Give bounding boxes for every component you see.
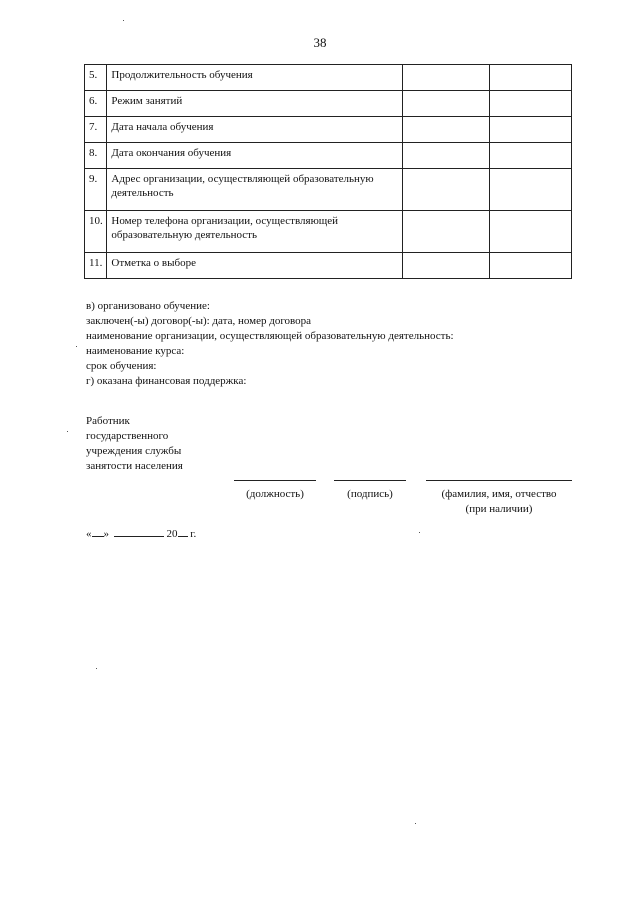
- date-line: [86, 526, 196, 540]
- row-number: 8.: [85, 143, 107, 169]
- training-organized-line: в) организовано обучение:: [86, 300, 210, 312]
- year-prefix: 20: [166, 528, 178, 540]
- organization-name-line: наименование организации, осуществляющей образовательную деятельность:: [86, 330, 454, 342]
- signature-caption: (подпись): [347, 488, 393, 500]
- position-line[interactable]: [234, 480, 316, 481]
- row-number: 9.: [85, 169, 107, 211]
- worker-label: учреждения службы: [86, 445, 182, 457]
- close-quote: »: [103, 528, 109, 540]
- training-section: [86, 299, 454, 389]
- value-cell[interactable]: [403, 117, 490, 143]
- fio-caption-line: (при наличии): [465, 503, 533, 515]
- table-row: [85, 143, 572, 169]
- value-cell[interactable]: [489, 169, 571, 211]
- value-cell[interactable]: [489, 65, 571, 91]
- value-cell[interactable]: [403, 169, 490, 211]
- position-caption: (должность): [246, 488, 304, 500]
- row-number: 11.: [85, 253, 107, 279]
- row-label: Номер телефона организации, осуществляющей образовательную деятельность: [107, 211, 403, 253]
- row-number: 5.: [85, 65, 107, 91]
- scan-speck: [415, 823, 416, 824]
- row-label: Отметка о выборе: [107, 253, 403, 279]
- table-row: [85, 65, 572, 91]
- value-cell[interactable]: [403, 91, 490, 117]
- value-cell[interactable]: [403, 143, 490, 169]
- financial-support-line: г) оказана финансовая поддержка:: [86, 375, 247, 387]
- value-cell[interactable]: [489, 143, 571, 169]
- worker-label: государственного: [86, 430, 169, 442]
- scan-speck: [96, 668, 97, 669]
- form-table: [84, 64, 572, 279]
- row-label: Продолжительность обучения: [107, 65, 403, 91]
- fio-caption: [424, 487, 574, 517]
- scan-speck: [76, 346, 77, 347]
- contract-line: заключен(-ы) договор(-ы): дата, номер договора: [86, 315, 312, 327]
- table-row: [85, 117, 572, 143]
- row-number: 7.: [85, 117, 107, 143]
- year-blank[interactable]: [178, 526, 188, 537]
- value-cell[interactable]: [403, 65, 490, 91]
- day-blank[interactable]: [92, 526, 104, 537]
- worker-block: [86, 414, 183, 474]
- signature-line[interactable]: [334, 480, 406, 481]
- course-name-line: наименование курса:: [86, 345, 185, 357]
- row-label: Адрес организации, осуществляющей образовательную деятельность: [107, 169, 403, 211]
- training-period-line: срок обучения:: [86, 360, 157, 372]
- value-cell[interactable]: [489, 117, 571, 143]
- month-blank[interactable]: [114, 526, 164, 537]
- row-label: Режим занятий: [107, 91, 403, 117]
- row-label: Дата начала обучения: [107, 117, 403, 143]
- value-cell[interactable]: [489, 91, 571, 117]
- page-number: 38: [313, 35, 327, 50]
- value-cell[interactable]: [489, 211, 571, 253]
- value-cell[interactable]: [489, 253, 571, 279]
- scan-speck: [67, 431, 68, 432]
- table-row: [85, 211, 572, 253]
- fio-line[interactable]: [426, 480, 572, 481]
- row-number: 10.: [85, 211, 107, 253]
- value-cell[interactable]: [403, 211, 490, 253]
- row-number: 6.: [85, 91, 107, 117]
- table-row: [85, 91, 572, 117]
- scan-speck: [123, 20, 124, 21]
- fio-caption-line: (фамилия, имя, отчество: [441, 488, 557, 500]
- year-suffix: г.: [190, 528, 197, 540]
- scan-speck: [419, 532, 420, 533]
- row-label: Дата окончания обучения: [107, 143, 403, 169]
- worker-label: занятости населения: [86, 460, 183, 472]
- table-row: [85, 253, 572, 279]
- table-row: [85, 169, 572, 211]
- value-cell[interactable]: [403, 253, 490, 279]
- worker-label: Работник: [86, 415, 130, 427]
- open-quote: «: [86, 528, 92, 540]
